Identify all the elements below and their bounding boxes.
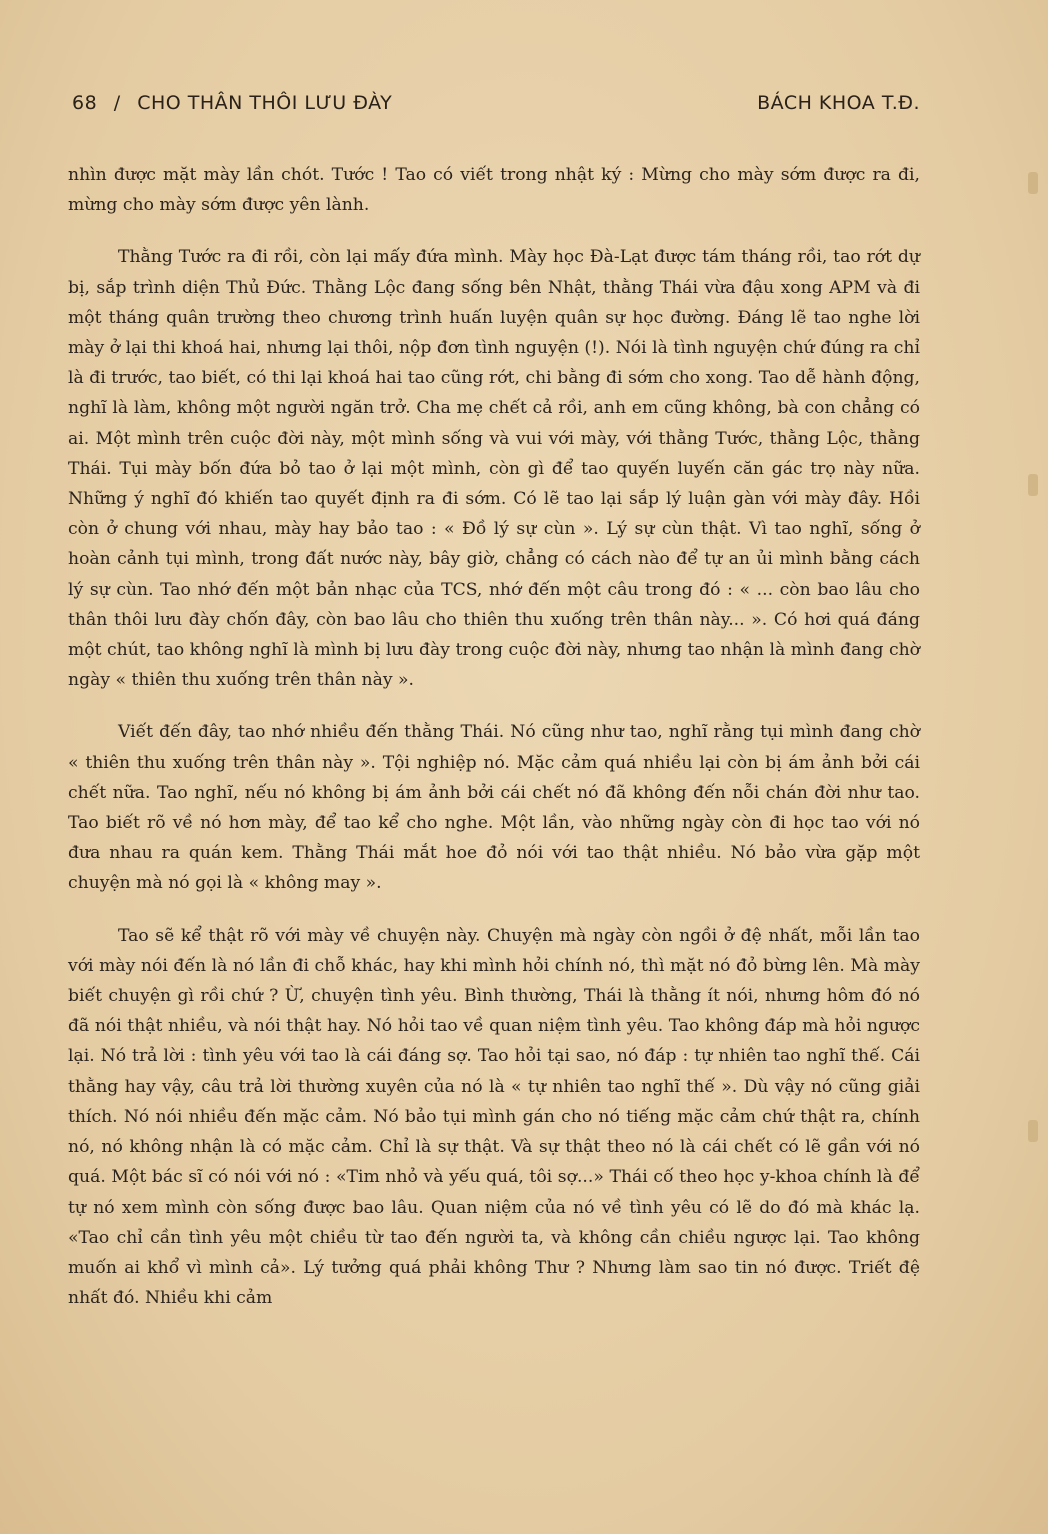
body-text [68,160,920,1335]
paragraph-4: Tao sẽ kể thật rõ với mày về chuyện này. Chuyện mà ngày còn ngồi ở đệ nhất, mỗi lần tao với mày nói đến là nó lần đi chỗ khác, hay khi mình hỏi chính nó, thì mặt nó đỏ bừng lên. Mà mày biết chuyện gì rồi chứ ? Ừ, chuyện tình yêu. Bình thường, Thái là thằng ít nói, nhưng hôm đó nó đã nói thật nhiều, và nói thật hay. Nó hỏi tao về quan niệm tình yêu. Tao không đáp mà hỏi ngược lại. Nó trả lời : tình yêu với tao là cái đáng sợ. Tao hỏi tại sao, nó đáp : tự nhiên tao nghĩ thế. Cái thằng hay vậy, câu trả lời thường xuyên của nó là « tự nhiên tao nghĩ thế ». Dù vậy nó cũng giải thích. Nó nói nhiều đến mặc cảm. Nó bảo tụi mình gán cho nó tiếng mặc cảm chứ thật ra, chính nó, nó không nhận là có mặc cảm. Chỉ là sự thật. Và sự thật theo nó là cái chết có lẽ gần với nó quá. Một bác sĩ có nói với nó : «Tim nhỏ và yếu quá, tôi sợ...» Thái cố theo học y-khoa chính là để tự nó xem mình còn sống được bao lâu. Quan niệm của nó về tình yêu có lẽ do đó mà khác lạ. «Tao chỉ cần tình yêu một chiều từ tao đến người ta, và không cần chiều ngược lại. Tao không muốn ai khổ vì mình cả». Lý tưởng quá phải không Thư ? Nhưng làm sao tin nó được. Triết đệ nhất đó. Nhiều khi cảm [68,925,920,1309]
paragraph-3: Viết đến đây, tao nhớ nhiều đến thằng Thái. Nó cũng như tao, nghĩ rằng tụi mình đang chờ « thiên thu xuống trên thân này ». Tội nghiệp nó. Mặc cảm quá nhiều lại còn bị ám ảnh bởi cái chết nữa. Tao nghĩ, nếu nó không bị ám ảnh bởi cái chết nó đã không đến nỗi chán đời như tao. Tao biết rõ về nó hơn mày, để tao kể cho nghe. Một lần, vào những ngày còn đi học tao với nó đưa nhau ra quán kem. Thằng Thái mắt hoe đỏ nói với tao thật nhiều. Nó bảo vừa gặp một chuyện mà nó gọi là « không may ». [68,722,920,894]
paragraph-1: nhìn được mặt mày lần chót. Tước ! Tao có viết trong nhật ký : Mừng cho mày sớm được ra đi, mừng cho mày sớm được yên lành. [68,165,920,216]
section-title: CHO THÂN THÔI LƯU ĐÀY [137,92,393,114]
binding-mark [1028,1120,1038,1142]
page-number: 68 [72,92,98,114]
header-separator: / [113,92,121,114]
binding-mark [1028,474,1038,496]
header-left [72,92,402,114]
publication-name: BÁCH KHOA T.Đ. [757,92,920,114]
paragraph-2: Thằng Tước ra đi rồi, còn lại mấy đứa mình. Mày học Đà-Lạt được tám tháng rồi, tao rớt dự bị, sắp trình diện Thủ Đức. Thằng Lộc đang sống bên Nhật, thằng Thái vừa đậu xong APM và đi một tháng quân trường theo chương trình huấn luyện quân sự học đường. Đáng lẽ tao nghe lời mày ở lại thi khoá hai, nhưng lại thôi, nộp đơn tình nguyện (!). Nói là tình nguyện chứ đúng ra chỉ là đi trước, tao biết, có thi lại khoá hai tao cũng rớt, chi bằng đi sớm cho xong. Tao dễ hành động, nghĩ là làm, không một người ngăn trở. Cha mẹ chết cả rồi, anh em cũng không, bà con chẳng có ai. Một mình trên cuộc đời này, một mình sống và vui với mày, với thằng Tước, thằng Lộc, thằng Thái. Tụi mày bốn đứa bỏ tao ở lại một mình, còn gì để tao quyến luyến căn gác trọ này nữa. Những ý nghĩ đó khiến tao quyết định ra đi sớm. Có lẽ tao lại sắp lý luận gàn với mày đây. Hồi còn ở chung với nhau, mày hay bảo tao : « Đồ lý sự cùn ». Lý sự cùn thật. Vì tao nghĩ, sống ở hoàn cảnh tụi mình, trong đất nước này, bây giờ, chẳng có cách nào để tự an ủi mình bằng cách lý sự cùn. Tao nhớ đến một bản nhạc của TCS, nhớ đến một câu trong đó : « ... còn bao lâu cho thân thôi lưu đày chốn đây, còn bao lâu cho thiên thu xuống trên thân này... ». Có hơi quá đáng một chút, tao không nghĩ là mình bị lưu đày trong cuộc đời này, nhưng tao nhận là mình đang chờ ngày « thiên thu xuống trên thân này ». [68,247,920,691]
binding-mark [1028,172,1038,194]
running-header [72,92,920,114]
